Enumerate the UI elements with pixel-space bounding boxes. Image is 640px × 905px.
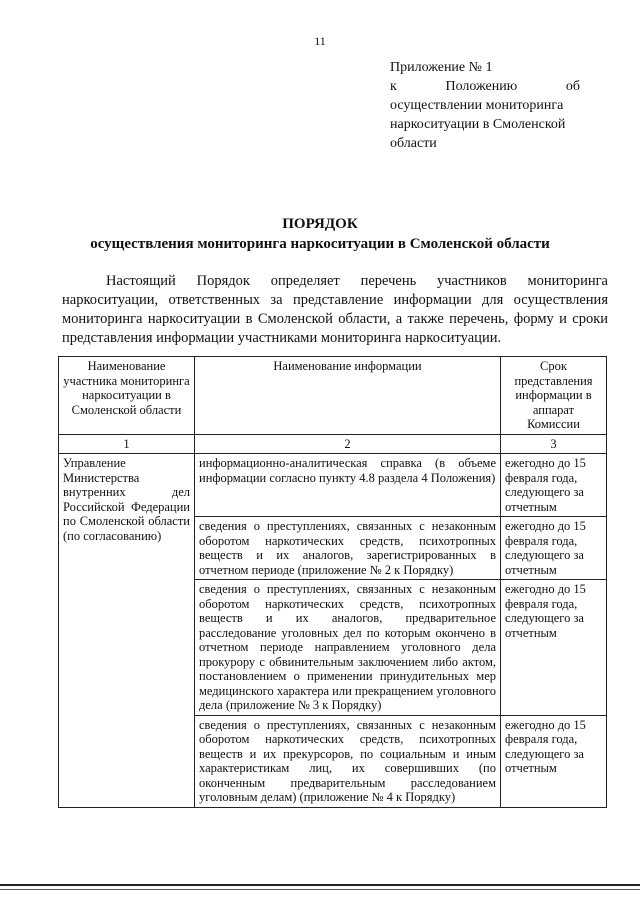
document-heading xyxy=(0,214,640,254)
table-header-row xyxy=(59,357,607,435)
column-number-1: 1 xyxy=(59,434,195,454)
table-row xyxy=(59,454,607,517)
info-cell xyxy=(195,454,501,517)
info-cell xyxy=(195,715,501,807)
info-cell xyxy=(195,517,501,580)
appendix-word-k: к xyxy=(390,79,397,94)
info-cell xyxy=(195,580,501,716)
page-number: 11 xyxy=(314,34,326,48)
deadline-cell: ежегодно до 15 февраля года, следующего за отчетным xyxy=(501,454,607,517)
scan-bottom-border xyxy=(0,884,640,886)
info-text: сведения о преступлениях, связанных с незаконным оборотом наркотических средств, психотропных веществ и их аналогов, предварительное расследование уголовных дел по которым окончено в отчетном периоде направлением уголовного дела прокурору с обвинительным заключением либо актом, постановлением о применении принудительных мер медицинского характера или прекращением уголовного дела (приложение № 3 к Порядку) xyxy=(199,582,496,712)
table-column-numbers-row xyxy=(59,434,607,454)
participant-name: Управление Министерства внутренних дел Российской Федерации по Смоленской области (по согласованию) xyxy=(63,456,190,543)
document-subtitle: осуществления мониторинга наркоситуации в Смоленской области xyxy=(90,236,550,252)
appendix-line-1: Приложение № 1 xyxy=(390,60,493,75)
column-number-2: 2 xyxy=(195,434,501,454)
intro-paragraph xyxy=(62,272,608,348)
intro-text: Настоящий Порядок определяет перечень участников мониторинга наркоситуации, ответственных за представление информации для осуществления мониторинга наркоситуации в Смоленской области, а также перечень, форму и сроки представления информации участниками мониторинга наркоситуации. xyxy=(62,273,608,346)
appendix-word-ob: об xyxy=(565,79,580,94)
monitoring-table xyxy=(58,356,607,808)
scan-bottom-border-thin xyxy=(0,889,640,890)
appendix-line-4: наркоситуации в Смоленской xyxy=(390,117,566,132)
appendix-line-5: области xyxy=(390,136,437,151)
deadline-cell: ежегодно до 15 февраля года, следующего за отчетным xyxy=(501,517,607,580)
appendix-line-3: осуществлении мониторинга xyxy=(390,98,564,113)
info-text: сведения о преступлениях, связанных с незаконным оборотом наркотических средств, психотропных веществ и их прекурсоров, по социальным и иным характеристикам лиц, их совершивших (по оконченным предварительным расследованием уголовным делам) (приложение № 4 к Порядку) xyxy=(199,717,496,804)
deadline-cell: ежегодно до 15 февраля года, следующего за отчетным xyxy=(501,580,607,716)
info-text: сведения о преступлениях, связанных с незаконным оборотом наркотических средств, психотропных веществ и их аналогов, зарегистрированных в отчетном периоде (приложение № 2 к Порядку) xyxy=(199,519,496,577)
deadline-cell: ежегодно до 15 февраля года, следующего за отчетным xyxy=(501,715,607,807)
appendix-block xyxy=(390,58,580,153)
participant-cell xyxy=(59,454,195,808)
header-participant: Наименование участника мониторинга наркоситуации в Смоленской области xyxy=(59,357,195,435)
header-deadline: Срок представления информации в аппарат Комиссии xyxy=(501,357,607,435)
info-text: информационно-аналитическая справка (в объеме информации согласно пункту 4.8 раздела 4 Положения) xyxy=(199,456,496,485)
document-title: ПОРЯДОК xyxy=(282,216,358,232)
header-information: Наименование информации xyxy=(195,357,501,435)
appendix-word-polozheniyu: Положению xyxy=(445,79,518,94)
column-number-3: 3 xyxy=(501,434,607,454)
appendix-line-2 xyxy=(390,77,580,96)
